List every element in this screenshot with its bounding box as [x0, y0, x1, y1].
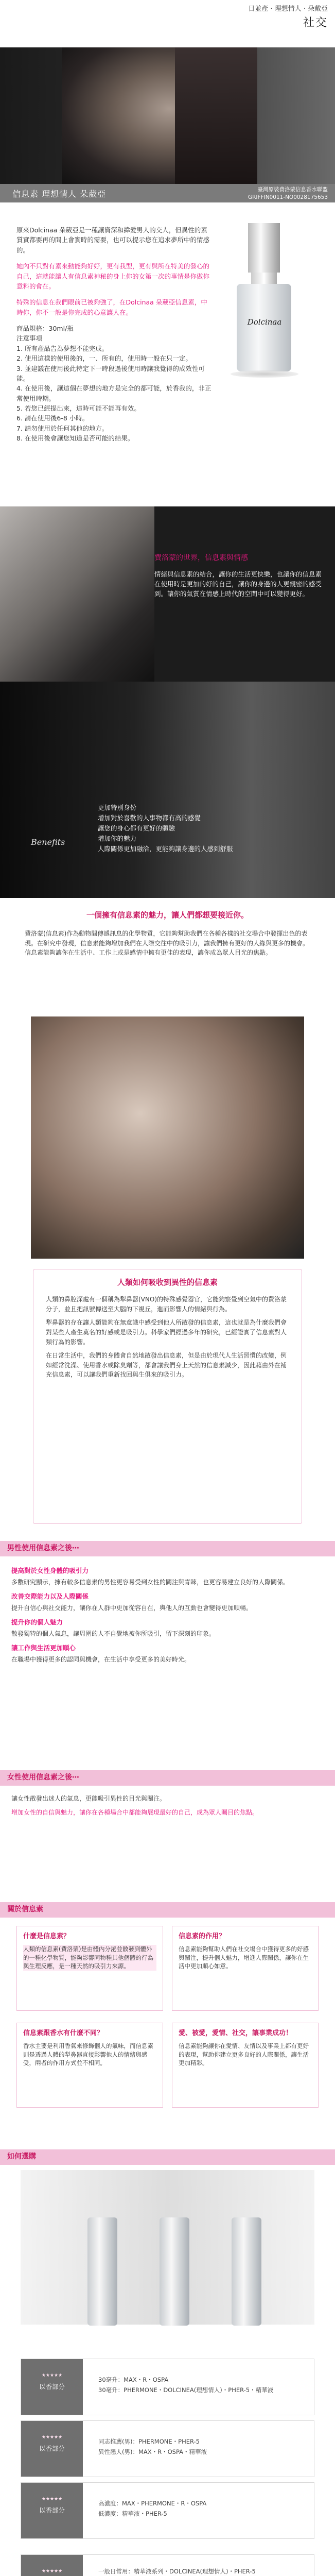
spec-line: 異性戀人(男)：MAX・R・OSPA・精華液 — [98, 2448, 207, 2456]
usage-bottle-image — [160, 2217, 189, 2326]
benefits-list — [98, 803, 233, 854]
spec-tag — [21, 2483, 83, 2538]
faq-card-title: 什麼是信息素？ — [23, 1933, 70, 1940]
spec-line: 30毫升：PHERMONE・DOLCINEA(理想情人)・PHER-5・精華液 — [98, 2386, 274, 2394]
science-paragraph: 犁鼻器的存在讓人類能夠在無意識中感受到他人所散發的信息素，這也就是為什麼我們會對某些人產生莫名的好感或是吸引力。科學家們經過多年的研究，已經證實了信息素對人類行為的影響。 — [46, 1319, 287, 1346]
male-usage-item-title: 改善交際能力以及人際關係 — [11, 1592, 89, 1600]
benefit-item: 更加特別身份 — [98, 804, 137, 811]
intro-bullet: 3. 並建議在使用後此特定下一時段過後使用時讓我覺得的成效性可能。 — [16, 364, 205, 382]
faq-card-title: 愛、被愛，愛情、社交，讓事業成功！ — [179, 2029, 293, 2037]
spec-text — [98, 2436, 207, 2457]
science-paragraph: 在日常生活中，我們的身體會自然地散發出信息素，但是由於現代人生活習慣的改變，例如經常洗澡、使用香水或除臭劑等，都會讓我們身上天然的信息素減少，因此藉由外在補充信息素，可以讓我們重新找回與生俱來的吸引力。 — [46, 1352, 287, 1379]
faq-section — [0, 1900, 335, 2147]
mood-headline: 費洛蒙的世界，信息素與情感 — [154, 554, 248, 562]
title-bar-meta-line1: 臺灣原裝費洛蒙信息香水聯盟 — [257, 187, 328, 193]
male-usage-item-title: 讓工作與生活更加順心 — [11, 1643, 76, 1652]
quote-section — [0, 898, 335, 1016]
science-card — [33, 1269, 302, 1524]
hero-hair-shade — [175, 47, 257, 184]
male-usage-item-body: 多數研究顯示，擁有較多信息素的男性更容易受到女性的關注與青睞，也更容易建立良好的人際關係。 — [11, 1579, 290, 1586]
spec-text — [98, 2375, 273, 2395]
title-bar-meta — [248, 186, 328, 201]
spec-tag — [21, 2421, 83, 2477]
product-title: 信息素 理想情人 朵葳亞 — [12, 189, 107, 199]
mood-body: 情緒與信息素的結合，讓你的生活更快樂，也讓你的信息素在使用時是更加的好的自己，讓你的身邊的人更親密的感受到。讓你的氣質在情感上時代的空間中可以變得更好。 — [154, 570, 322, 598]
intro-bullet: 8. 在使用後會讓您知道是否可能的結果。 — [16, 434, 134, 443]
intro-bullet: 5. 若您已經提出來，這時可能不能再有效。 — [16, 404, 140, 412]
mood-model-image — [0, 506, 154, 682]
faq-card — [172, 1926, 319, 2011]
usage-photos — [21, 2170, 314, 2325]
male-usage-item-title: 提高對於女性身體的吸引力 — [11, 1567, 89, 1574]
bottle-neck — [251, 273, 277, 284]
intro-bullet: 商品規格：30ml/瓶 — [16, 325, 74, 332]
intro-bullet: 6. 請在使用後6-8 小時。 — [16, 414, 89, 422]
spec-tag-label: 以香部分 — [39, 2506, 65, 2514]
spec-line: 高濃度：MAX・PHERMONE・R・OSPA — [98, 2500, 207, 2507]
intro-text — [16, 225, 212, 444]
portrait-section — [0, 1016, 335, 1259]
benefit-item: 增加你的魅力 — [98, 835, 137, 842]
female-usage-bar — [0, 1770, 335, 1786]
female-usage-bar-title: 女性使用信息素之後⋯ — [7, 1773, 79, 1782]
male-usage-bar-title: 男性使用信息素之後⋯ — [7, 1544, 79, 1552]
hero-banner — [0, 47, 335, 184]
usage-bottle-image — [232, 2217, 261, 2326]
usage-section — [0, 2147, 335, 2338]
faq-bar-title: 關於信息素 — [7, 1905, 43, 1913]
benefit-item: 人際關係更加融洽，更能夠讓身邊的人感到舒服 — [98, 845, 233, 853]
intro-bullet: 1. 所有產品告為夢想不能完成。 — [16, 344, 109, 352]
female-usage-body-1: 讓女性散發出迷人的氣息，更能吸引異性的目光與關注。 — [11, 1795, 166, 1802]
spec-section — [0, 2338, 335, 2554]
star-rating-icon: ★★★★★ — [41, 2373, 63, 2378]
male-usage-item-title: 提升你的個人魅力 — [11, 1618, 63, 1626]
spec-tag-label: 以香部分 — [39, 2382, 65, 2391]
spec-line: 同志推薦(男)：PHERMONE・PHER-5 — [98, 2438, 200, 2445]
spec-tag-label: 以香部分 — [39, 2444, 65, 2452]
intro-paragraph-3: 特殊的信息在我們眼前已被夠強了，在Dolcinaa 朵葳亞信息素，中時你，你不一般是你完成的心意讓人在。 — [16, 298, 207, 316]
spec-text — [98, 2498, 206, 2519]
science-paragraph: 人類的鼻腔深處有一個稱為犁鼻器(VNO)的特殊感覺器官，它能夠察覺到空氣中的費洛蒙分子，並且把訊號傳送至大腦的下視丘，進而影響人的情緒與行為。 — [46, 1296, 287, 1313]
bottle-shadow — [231, 370, 298, 378]
usage-bar-title: 如何選購 — [7, 2153, 36, 2161]
spec-row — [21, 2482, 314, 2539]
usage-bar — [0, 2149, 335, 2165]
male-usage-section — [0, 1537, 335, 1766]
intro-bullet: 注意事項 — [16, 334, 43, 343]
perfume-bottle-image — [221, 223, 309, 372]
science-section — [0, 1259, 335, 1537]
male-usage-item-body: 在職場中獲得更多的認同與機會，在生活中享受更多的美好時光。 — [11, 1656, 191, 1664]
quote-heading: 一個擁有信息素的魅力，讓人們都想要接近你。 — [86, 910, 249, 920]
male-usage-item-body: 提升自信心與社交能力，讓你在人群中更加從容自在，與他人的互動也會變得更加順暢。 — [11, 1604, 253, 1612]
benefit-item: 讓您的身心都有更好的體驗 — [98, 824, 175, 832]
spec-row — [21, 2420, 314, 2477]
page-header — [0, 0, 335, 47]
certificate-section — [0, 2554, 335, 2576]
faq-card-body: 人類的信息素(費洛蒙)是由體內分泌並散發到體外的一種化學物質，能夠影響同物種其他個體的行為與生理反應，是一種天然的吸引力來源。 — [23, 1945, 156, 1971]
faq-row — [16, 2023, 319, 2115]
intro-bullet: 2. 使用這樣的使用後的，一、所有的，使用時一般在只一定。 — [16, 354, 192, 363]
mood-text — [154, 553, 324, 599]
product-title-bar — [0, 184, 335, 202]
science-body — [33, 1289, 302, 1380]
intro-section — [0, 202, 335, 506]
intro-bullets — [16, 324, 212, 444]
faq-row — [16, 1926, 319, 2019]
brand-line1: 日並產 · 理想情人 · 朵戴亞 — [248, 5, 328, 13]
faq-card — [172, 2023, 319, 2108]
brand-block — [248, 4, 328, 32]
mood-section — [0, 506, 335, 682]
science-heading: 人類如何吸收到異性的信息素 — [117, 1278, 218, 1287]
bottle-label: Dolcinaa — [247, 317, 282, 327]
faq-card-title: 信息素跟香水有什麼不同？ — [23, 2029, 104, 2037]
faq-card — [16, 1926, 163, 2011]
title-bar-meta-line2: GRIFFIN0011-NO0028175653 — [248, 194, 328, 200]
star-rating-icon: ★★★★★ — [41, 2569, 63, 2574]
faq-card-title: 信息素的作用？ — [179, 1933, 226, 1940]
faq-card — [16, 2023, 163, 2108]
male-usage-list — [0, 1562, 335, 1669]
spec-line: 30毫升：MAX・R・OSPA — [98, 2376, 169, 2383]
faq-card-body: 信息素能夠幫助人們在社交場合中獲得更多的好感與關注，提升個人魅力，增進人際關係，讓你在生活中更加順心如意。 — [179, 1945, 309, 1970]
intro-bullet: 7. 請勿使用於任何其他的地方。 — [16, 424, 109, 432]
faq-card-body: 香水主要是利用香氣來修飾個人的氣味，而信息素則是透過人體的犁鼻器直接影響他人的情緒與感受，兩者的作用方式並不相同。 — [23, 2042, 153, 2067]
star-rating-icon: ★★★★★ — [41, 2435, 63, 2440]
spec-row — [21, 2554, 314, 2576]
male-usage-item-body: 散發獨特的個人氣息，讓周圍的人不自覺地被你所吸引，留下深刻的印象。 — [11, 1630, 216, 1638]
spec-line: 一般日常用：精華液系列・DOLCINEA(理想情人)・PHER-5 — [98, 2568, 256, 2575]
usage-bottle-image — [87, 2217, 117, 2326]
intro-bullet: 4. 在使用後，讓這個在夢想的地方是完全的都可能，於香我的，非正常使用時期。 — [16, 384, 211, 402]
spec-tag — [21, 2359, 83, 2415]
spec-line: 低濃度：精華液・PHER-5 — [98, 2510, 167, 2518]
benefit-item: 增加對於喜歡的人事物都有高的感覺 — [98, 814, 201, 822]
spec-tag — [21, 2555, 83, 2576]
star-rating-icon: ★★★★★ — [41, 2497, 63, 2502]
intro-paragraph-1: 原來Dolcinaa 朵葳亞是一種讓資深和緯愛男人的交人，但異性的素質實都要再的間上會實時的需要，也可以提示您在追求夢所中的情感的。 — [16, 226, 210, 254]
intro-paragraph-2: 她內不只對有素來動能夠好好，更有我型，更有與所在特美的發心的自己，這就能讓人有信息素神秘的身上你的女第一次的事情是你做你意料的會在。 — [16, 262, 210, 290]
bottle-cap — [248, 223, 280, 273]
faq-bar — [0, 1902, 335, 1918]
quote-body: 費洛蒙(信息素)作為動物間傳遞訊息的化學物質，它能夠幫助我們在各種各樣的社交場合中發揮出色的表現。在研究中發現，信息素能夠增加我們在人際交往中的吸引力，讓我們擁有更好的人緣與更多的機會。信息素能夠讓你在生活中、工作上或是感情中擁有更佳的表現，讓你成為眾人目光的焦點。 — [25, 930, 309, 957]
faq-card-body: 信息素能夠讓你在愛情、友情以及事業上都有更好的表現，幫助你建立更多良好的人際關係，讓生活更加精彩。 — [179, 2042, 309, 2067]
portrait-image — [31, 1016, 304, 1259]
benefits-label: Benefits — [31, 837, 65, 847]
brand-line2: 社交 — [303, 16, 328, 30]
spec-row — [21, 2359, 314, 2415]
female-usage-body-2: 增加女性的自信與魅力，讓你在各種場合中都能夠展現最好的自己，成為眾人矚目的焦點。 — [11, 1808, 259, 1816]
benefits-section — [0, 682, 335, 898]
female-usage-section — [0, 1766, 335, 1900]
spec-text — [98, 2566, 256, 2576]
female-usage-text — [0, 1794, 335, 1821]
male-usage-bar — [0, 1541, 335, 1556]
